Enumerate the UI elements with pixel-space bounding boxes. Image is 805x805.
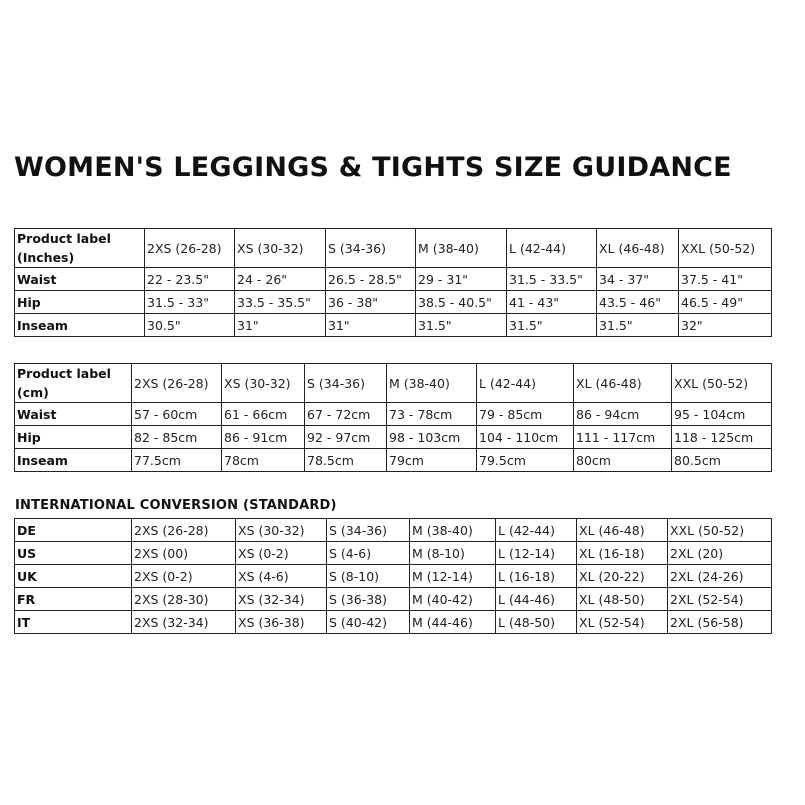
- table-cell: 78cm: [222, 449, 305, 472]
- inches-size-table: [14, 228, 772, 337]
- table-cell: 2XL (24-26): [668, 565, 772, 588]
- row-label: Waist: [15, 403, 132, 426]
- size-header-cell: S (34-36): [326, 229, 416, 268]
- table-cell: 2XS (28-30): [132, 588, 236, 611]
- table-cell: 67 - 72cm: [305, 403, 387, 426]
- row-label: DE: [15, 519, 132, 542]
- table-cell: 41 - 43": [507, 291, 597, 314]
- table-cell: 80.5cm: [672, 449, 772, 472]
- table-cell: 2XL (52-54): [668, 588, 772, 611]
- table-cell: 95 - 104cm: [672, 403, 772, 426]
- table-row: [15, 403, 772, 426]
- table-row: [15, 565, 772, 588]
- size-header-cell: XL (46-48): [597, 229, 679, 268]
- table-cell: 86 - 94cm: [574, 403, 672, 426]
- table-cell: 32": [679, 314, 772, 337]
- table-row: [15, 588, 772, 611]
- table-cell: 31.5 - 33": [145, 291, 235, 314]
- table-header-row: [15, 364, 772, 403]
- size-header-cell: 2XS (26-28): [132, 364, 222, 403]
- table-cell: 2XS (26-28): [132, 519, 236, 542]
- table-cell: XL (46-48): [577, 519, 668, 542]
- size-header-cell: 2XS (26-28): [145, 229, 235, 268]
- header-line: Product label: [17, 366, 111, 381]
- table-cell: 31": [326, 314, 416, 337]
- row-label: Hip: [15, 426, 132, 449]
- table-cell: M (8-10): [410, 542, 496, 565]
- table-cell: S (40-42): [327, 611, 410, 634]
- table-cell: 24 - 26": [235, 268, 326, 291]
- table-cell: 2XS (32-34): [132, 611, 236, 634]
- table-cell: L (42-44): [496, 519, 577, 542]
- size-header-cell: M (38-40): [387, 364, 477, 403]
- table-cell: 98 - 103cm: [387, 426, 477, 449]
- table-cell: XS (4-6): [236, 565, 327, 588]
- size-header-cell: XXL (50-52): [672, 364, 772, 403]
- table-cell: XL (48-50): [577, 588, 668, 611]
- size-header-cell: L (42-44): [477, 364, 574, 403]
- conversion-title: INTERNATIONAL CONVERSION (STANDARD): [15, 498, 337, 513]
- table-cell: 111 - 117cm: [574, 426, 672, 449]
- table-cell: XS (32-34): [236, 588, 327, 611]
- row-label: Inseam: [15, 314, 145, 337]
- table-cell: L (16-18): [496, 565, 577, 588]
- table-cell: 31.5": [597, 314, 679, 337]
- row-label: FR: [15, 588, 132, 611]
- table-cell: M (38-40): [410, 519, 496, 542]
- table-cell: 43.5 - 46": [597, 291, 679, 314]
- table-cell: 104 - 110cm: [477, 426, 574, 449]
- size-header-cell: XXL (50-52): [679, 229, 772, 268]
- table-cell: 38.5 - 40.5": [416, 291, 507, 314]
- table-header-row: [15, 229, 772, 268]
- table-row: [15, 449, 772, 472]
- header-line: (cm): [17, 385, 49, 400]
- table-cell: 31.5": [507, 314, 597, 337]
- table-row: [15, 519, 772, 542]
- table-cell: 77.5cm: [132, 449, 222, 472]
- table-cell: 118 - 125cm: [672, 426, 772, 449]
- table-cell: 37.5 - 41": [679, 268, 772, 291]
- cm-size-table: [14, 363, 772, 472]
- size-header-cell: M (38-40): [416, 229, 507, 268]
- table-cell: XL (16-18): [577, 542, 668, 565]
- table-cell: M (12-14): [410, 565, 496, 588]
- size-header-cell: XS (30-32): [235, 229, 326, 268]
- table-cell: 79.5cm: [477, 449, 574, 472]
- row-label: Inseam: [15, 449, 132, 472]
- size-header-cell: L (42-44): [507, 229, 597, 268]
- table-row: [15, 611, 772, 634]
- table-cell: L (44-46): [496, 588, 577, 611]
- table-row: [15, 268, 772, 291]
- header-line: (Inches): [17, 250, 75, 265]
- table-cell: 2XL (56-58): [668, 611, 772, 634]
- table-cell: XL (20-22): [577, 565, 668, 588]
- table-cell: XS (36-38): [236, 611, 327, 634]
- header-line: Product label: [17, 231, 111, 246]
- row-label: Hip: [15, 291, 145, 314]
- table-cell: 80cm: [574, 449, 672, 472]
- table-cell: 29 - 31": [416, 268, 507, 291]
- row-label: IT: [15, 611, 132, 634]
- table-cell: 79 - 85cm: [477, 403, 574, 426]
- table-cell: L (12-14): [496, 542, 577, 565]
- table-cell: S (4-6): [327, 542, 410, 565]
- table-cell: M (44-46): [410, 611, 496, 634]
- table-row: [15, 291, 772, 314]
- conversion-table: [14, 518, 772, 634]
- table-cell: 61 - 66cm: [222, 403, 305, 426]
- table-cell: 82 - 85cm: [132, 426, 222, 449]
- table-cell: 78.5cm: [305, 449, 387, 472]
- table-cell: 33.5 - 35.5": [235, 291, 326, 314]
- header-cell: [15, 229, 145, 268]
- size-header-cell: XL (46-48): [574, 364, 672, 403]
- table-cell: L (48-50): [496, 611, 577, 634]
- table-cell: S (36-38): [327, 588, 410, 611]
- row-label: UK: [15, 565, 132, 588]
- table-cell: 34 - 37": [597, 268, 679, 291]
- table-cell: M (40-42): [410, 588, 496, 611]
- table-cell: 22 - 23.5": [145, 268, 235, 291]
- page-title: WOMEN'S LEGGINGS & TIGHTS SIZE GUIDANCE: [14, 152, 732, 183]
- table-cell: XS (0-2): [236, 542, 327, 565]
- table-cell: XS (30-32): [236, 519, 327, 542]
- table-cell: 73 - 78cm: [387, 403, 477, 426]
- table-cell: 31.5 - 33.5": [507, 268, 597, 291]
- table-row: [15, 314, 772, 337]
- table-cell: 31.5": [416, 314, 507, 337]
- table-cell: XXL (50-52): [668, 519, 772, 542]
- size-header-cell: S (34-36): [305, 364, 387, 403]
- table-cell: 31": [235, 314, 326, 337]
- size-header-cell: XS (30-32): [222, 364, 305, 403]
- table-cell: 2XL (20): [668, 542, 772, 565]
- table-cell: 2XS (0-2): [132, 565, 236, 588]
- table-cell: 46.5 - 49": [679, 291, 772, 314]
- table-cell: S (8-10): [327, 565, 410, 588]
- table-cell: XL (52-54): [577, 611, 668, 634]
- table-cell: 30.5": [145, 314, 235, 337]
- table-cell: 26.5 - 28.5": [326, 268, 416, 291]
- header-cell: [15, 364, 132, 403]
- table-row: [15, 426, 772, 449]
- table-cell: 57 - 60cm: [132, 403, 222, 426]
- table-cell: 92 - 97cm: [305, 426, 387, 449]
- table-cell: 79cm: [387, 449, 477, 472]
- table-cell: 86 - 91cm: [222, 426, 305, 449]
- table-cell: S (34-36): [327, 519, 410, 542]
- table-row: [15, 542, 772, 565]
- row-label: US: [15, 542, 132, 565]
- table-cell: 2XS (00): [132, 542, 236, 565]
- table-cell: 36 - 38": [326, 291, 416, 314]
- row-label: Waist: [15, 268, 145, 291]
